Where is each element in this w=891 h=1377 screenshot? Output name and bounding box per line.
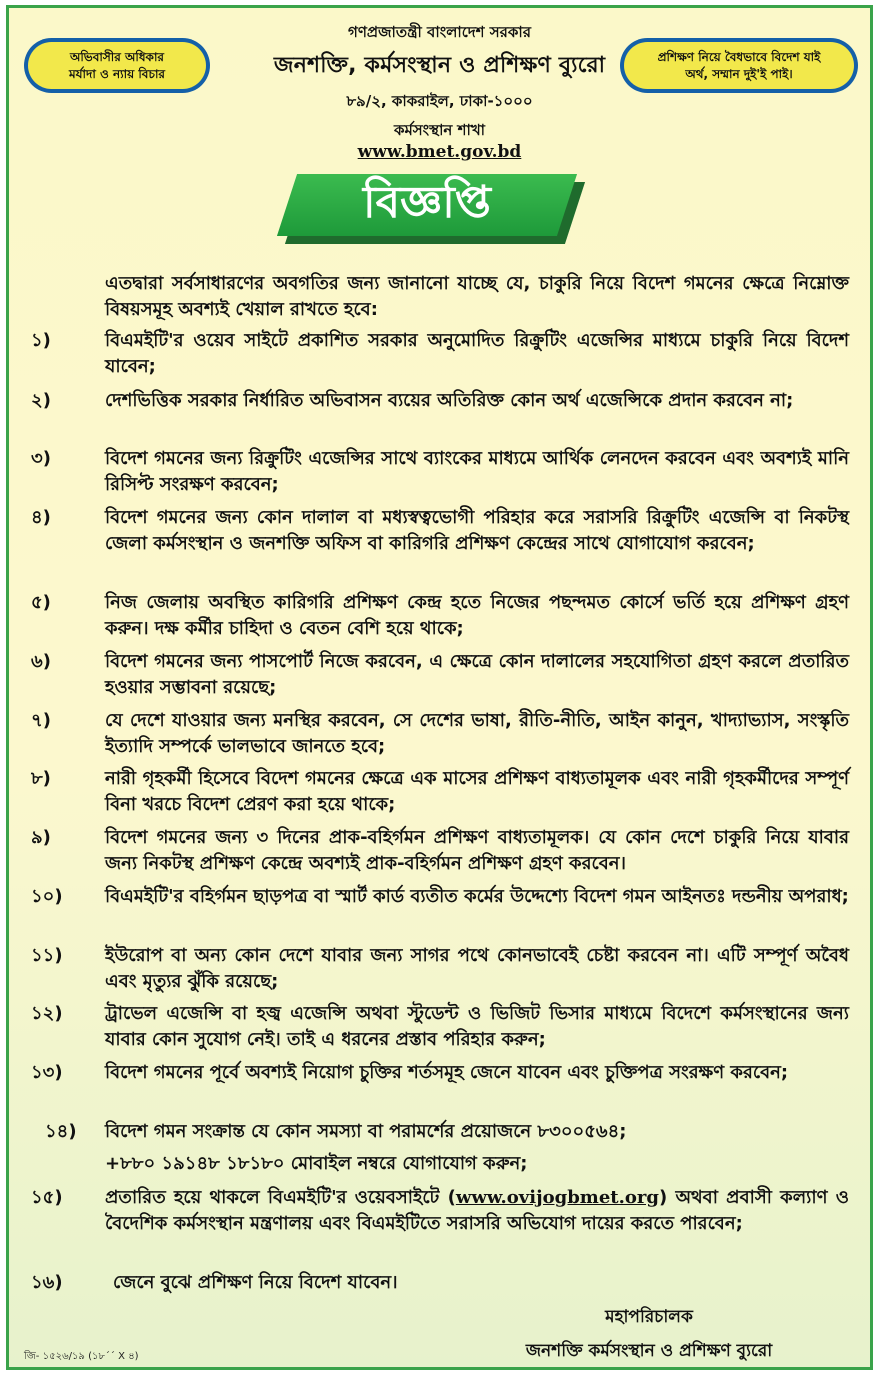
item-text: বিদেশ গমন সংক্রান্ত যে কোন সমস্যা বা পরামর্শের প্রয়োজনে ৮৩০০৫৬৪;: [105, 1121, 627, 1142]
item-text-after: ) অথবা প্রবাসী কল্যাণ ও বৈদেশিক কর্মসংস্থান মন্ত্রণালয় এবং বিএমইটিতে সরাসরি অভিযোগ দায়ের করতে পারবেন;: [105, 1187, 849, 1234]
item-text: বিদেশ গমনের জন্য রিক্রুটিং এজেন্সির সাথে ব্যাংকের মাধ্যমে আর্থিক লেনদেন করবেন এবং অবশ্যই মানি রিসিপ্ট সংরক্ষণ করবেন;: [105, 448, 849, 495]
intro-paragraph: এতদ্বারা সর্বসাধারণের অবগতির জন্য জানানো যাচ্ছে যে, চাকুরি নিয়ে বিদেশ গমনের ক্ষেত্রে নিম্নোক্ত বিষয়সমূহ অবশ্যই খেয়াল রাখতে হবে:: [105, 273, 849, 320]
item-number: ১): [31, 330, 51, 351]
item-number: ২): [31, 390, 51, 411]
item-text: যে দেশে যাওয়ার জন্য মনস্থির করবেন, সে দেশের ভাষা, রীতি-নীতি, আইন কানুন, খাদ্যাভ্যাস, সংস্কৃতি ইত্যাদি সম্পর্কে ভালভাবে জানতে হবে;: [105, 710, 849, 757]
slogan-left-line2: মর্যাদা ও ন্যায় বিচার: [68, 66, 166, 81]
signatory-title: মহাপরিচালক: [605, 1307, 693, 1327]
item-number: ৫): [31, 592, 51, 613]
slogan-right-line2: অর্থ, সম্মান দুই'ই পাই।: [685, 66, 793, 81]
item-number: ১৩): [31, 1062, 63, 1083]
item-number: ৬): [31, 651, 51, 672]
item-number: ১৪): [45, 1121, 77, 1142]
item-number: ৮): [31, 768, 51, 789]
item-number: ১২): [31, 1003, 63, 1024]
branch-name: কর্মসংস্থান শাখা: [393, 121, 486, 139]
item-number: ১১): [31, 945, 63, 966]
notice-page: [6, 5, 873, 1370]
bureau-name: জনশক্তি, কর্মসংস্থান ও প্রশিক্ষণ ব্যুরো: [273, 53, 606, 78]
banner-title: বিজ্ঞপ্তি: [363, 176, 491, 228]
signatory-organization: জনশক্তি কর্মসংস্থান ও প্রশিক্ষণ ব্যুরো: [525, 1341, 773, 1361]
complaint-website-link[interactable]: www.ovijogbmet.org: [455, 1187, 659, 1208]
item-text: নিজ জেলায় অবস্থিত কারিগরি প্রশিক্ষণ কেন্দ্র হতে নিজের পছন্দমত কোর্সে ভর্তি হয়ে প্রশিক্ষণ গ্রহণ করুন। দক্ষ কর্মীর চাহিদা ও বেতন বেশি হয়ে থাকে;: [105, 592, 849, 639]
item-text: বিদেশ গমনের জন্য পাসপোর্ট নিজে করবেন, এ ক্ষেত্রে কোন দালালের সহযোগিতা গ্রহণ করলে প্রতারিত হওয়ার সম্ভাবনা রয়েছে;: [105, 651, 849, 698]
item-text: বিএমইটি'র ওয়েব সাইটে প্রকাশিত সরকার অনুমোদিত রিক্রুটিং এজেন্সির মাধ্যমে চাকুরি নিয়ে বিদেশ যাবেন;: [105, 330, 849, 377]
bureau-address: ৮৯/২, কাকরাইল, ঢাকা-১০০০: [346, 92, 533, 110]
item-number: ১৫): [31, 1187, 63, 1208]
item-text: [105, 1185, 849, 1237]
item-text: দেশভিত্তিক সরকার নির্ধারিত অভিবাসন ব্যয়ের অতিরিক্ত কোন অর্থ এজেন্সিকে প্রদান করবেন না;: [105, 390, 794, 411]
item-phone-text: +৮৮০ ১৯১৪৮ ১৮১৮০ মোবাইল নম্বরে যোগাযোগ করুন;: [105, 1153, 528, 1174]
item-number: ৩): [31, 448, 51, 469]
item-text: বিএমইটি'র বহির্গমন ছাড়পত্র বা স্মার্ট কার্ড ব্যতীত কর্মের উদ্দেশ্যে বিদেশ গমন আইনতঃ দন্ডনীয় অপরাধ;: [105, 886, 849, 907]
item-text: বিদেশ গমনের জন্য ৩ দিনের প্রাক-বহির্গমন প্রশিক্ষণ বাধ্যতামূলক। যে কোন দেশে চাকুরি নিয়ে যাবার জন্য নিকটস্থ প্রশিক্ষণ কেন্দ্রে অবশ্যই প্রাক-বহির্গমন প্রশিক্ষণ গ্রহণ করবেন।: [105, 827, 849, 874]
item-number: ৯): [31, 827, 51, 848]
item-number: ৪): [31, 507, 51, 528]
notice-banner: [287, 174, 581, 246]
item-text: জেনে বুঝে প্রশিক্ষণ নিয়ে বিদেশ যাবেন।: [113, 1272, 398, 1293]
slogan-right-line1: প্রশিক্ষণ নিয়ে বৈধভাবে বিদেশ যাই: [657, 49, 821, 64]
item-text: বিদেশ গমনের জন্য কোন দালাল বা মধ্যস্বত্বভোগী পরিহার করে সরাসরি রিক্রুটিং এজেন্সি বা নিকটস্থ জেলা কর্মসংস্থান ও জনশক্তি অফিস বা কারিগরি প্রশিক্ষণ কেন্দ্রের সাথে যোগাযোগ করবেন;: [105, 507, 849, 554]
item-number: ১৬): [31, 1272, 63, 1293]
item-text: নারী গৃহকর্মী হিসেবে বিদেশ গমনের ক্ষেত্রে এক মাসের প্রশিক্ষণ বাধ্যতামূলক এবং নারী গৃহকর্মীদের সম্পূর্ণ বিনা খরচে বিদেশ প্রেরণ করা হয়ে থাকে;: [105, 768, 849, 815]
item-text-before: প্রতারিত হয়ে থাকলে বিএমইটি'র ওয়েবসাইটে (: [105, 1187, 456, 1208]
item-text: ইউরোপ বা অন্য কোন দেশে যাবার জন্য সাগর পথে কোনভাবেই চেষ্টা করবেন না। এটি সম্পূর্ণ অবৈধ এবং মৃত্যুর ঝুঁকি রয়েছে;: [105, 945, 849, 992]
government-name: গণপ্রজাতন্ত্রী বাংলাদেশ সরকার: [348, 23, 531, 41]
item-text: বিদেশ গমনের পূর্বে অবশ্যই নিয়োগ চুক্তির শর্তসমূহ জেনে যাবেন এবং চুক্তিপত্র সংরক্ষণ করবেন;: [105, 1062, 789, 1083]
website-link[interactable]: www.bmet.gov.bd: [357, 142, 522, 162]
item-number: ৭): [31, 710, 51, 731]
item-number: ১০): [31, 886, 63, 907]
publication-reference: জি- ১৫২৬/১৯ (১৮´´ X ৪): [24, 1351, 139, 1362]
slogan-left-line1: অভিবাসীর অধিকার: [69, 49, 165, 64]
item-text: ট্রাভেল এজেন্সি বা হজ্ব এজেন্সি অথবা স্টুডেন্ট ও ভিজিট ভিসার মাধ্যমে বিদেশে কর্মসংস্থানের জন্য যাবার কোন সুযোগ নেই। তাই এ ধরনের প্রস্তাব পরিহার করুন;: [105, 1003, 849, 1050]
